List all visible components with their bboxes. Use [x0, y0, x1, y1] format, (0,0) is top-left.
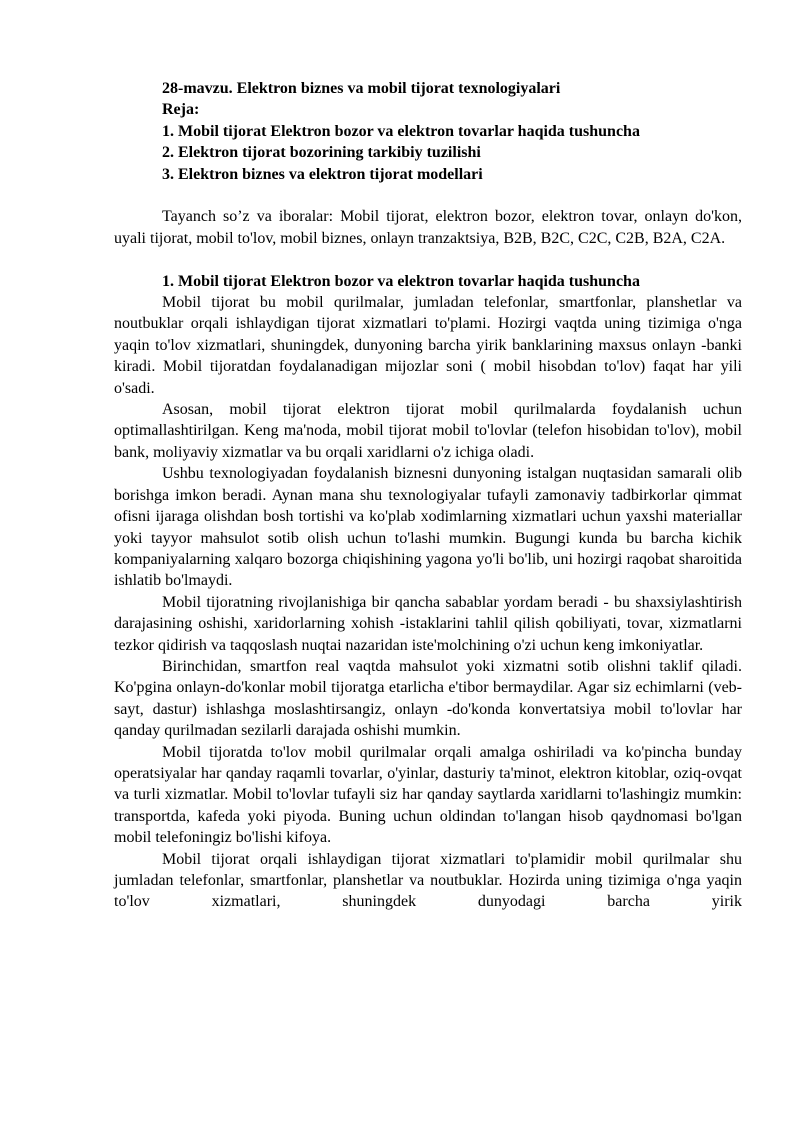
body-paragraph: Mobil tijoratda to'lov mobil qurilmalar orqali amalga oshiriladi va ko'pincha bunday operatsiyalar har qanday raqamli tovarlar, o'yinlar, dasturiy ta'minot, elektron kitoblar, oziq-ovqat va turli xizmatlar. Mobil to'lovlar tufayli siz har qanday saytlarda xaridlarni to'lashingiz mumkin: transportda, kafeda yoki piyoda. Buning uchun oldindan to'langan hisob qaydnomasi bo'lgan mobil telefoningiz bo'lishi kifoya.: [114, 743, 742, 847]
keywords-paragraph: Tayanch so’z va iboralar: Mobil tijorat, elektron bozor, elektron tovar, onlayn do'kon, uyali tijorat, mobil to'lov, mobil biznes, onlayn tranzaktsiya, B2B, B2C, C2C, C2B, B2A, C2A.: [114, 208, 742, 247]
body-paragraph: Mobil tijorat bu mobil qurilmalar, jumladan telefonlar, smartfonlar, planshetlar va noutbuklar orqali ishlaydigan tijorat xizmatlari to'plami. Hozirgi vaqtda uning tizimiga o'nga yaqin to'lov xizmatlari, shuningdek, dunyoning barcha yirik banklarining maxsus onlayn -banki kiradi. Mobil tijoratdan foydalanadigan mijozlar soni ( mobil hisobdan to'lov) faqat har yili o'sadi.: [114, 294, 742, 397]
plan-item: 3. Elektron biznes va elektron tijorat modellari: [162, 165, 483, 183]
plan-label: Reja:: [162, 101, 200, 119]
body-paragraph: Birinchidan, smartfon real vaqtda mahsulot yoki xizmatni sotib olishni taklif qiladi. Ko'pgina onlayn-do'konlar mobil tijoratga etarlicha e'tibor bermaydilar. Agar siz echimlarni (veb-sayt, dastur) ishlashga moslashtirsangiz, onlayn -do'konda konvertatsiya mobil to'lovlar har qanday qurilmadan sezilarli darajada oshishi mumkin.: [114, 657, 742, 740]
body-paragraph: Ushbu texnologiyadan foydalanish biznesni dunyoning istalgan nuqtasidan samarali olib borishga imkon beradi. Aynan mana shu texnologiyalar tufayli zamonaviy tadbirkorlar qimmat ofisni ijaraga olishdan bosh tortishi va ko'plab xodimlarning xizmatlari uchun yaxshi materiallar yoki tayyor mahsulot sotib olish uchun to'lashi mumkin. Bugungi kunda bu barcha kichik kompaniyalarning xalqaro bozorga chiqishining yagona yo'li bo'lib, uni hozirgi raqobat sharoitida ishlatib bo'lmaydi.: [114, 465, 742, 590]
lecture-title: 28-mavzu. Elektron biznes va mobil tijorat texnologiyalari: [162, 80, 561, 97]
document-page: [114, 78, 742, 913]
body-paragraph: Mobil tijorat orqali ishlaydigan tijorat xizmatlari to'plamidir mobil qurilmalar shu jumladan telefonlar, smartfonlar, planshetlar va noutbuklar. Hozirda uning tizimiga o'nga yaqin to'lov xizmatlari, shuningdek dunyodagi barcha yirik: [114, 850, 742, 911]
plan-item: 2. Elektron tijorat bozorining tarkibiy tuzilishi: [162, 144, 481, 162]
section-title: 1. Mobil tijorat Elektron bozor va elektron tovarlar haqida tushuncha: [162, 272, 640, 290]
plan-item: 1. Mobil tijorat Elektron bozor va elektron tovarlar haqida tushuncha: [162, 122, 640, 140]
lecture-header: [114, 78, 742, 185]
body-paragraph: Mobil tijoratning rivojlanishiga bir qancha sabablar yordam beradi - bu shaxsiylashtirish darajasining oshishi, xaridorlarning xohish -istaklarini tahlil qilish qobiliyati, tovar, xizmatlarni tezkor qidirish va taqqoslash nuqtai nazaridan iste'molchining o'zi uchun keng imkoniyatlar.: [114, 593, 742, 654]
body-paragraph: Asosan, mobil tijorat elektron tijorat mobil qurilmalarda foydalanish uchun optimallashtirilgan. Keng ma'noda, mobil tijorat mobil to'lovlar (telefon hisobidan to'lov), mobil bank, moliyaviy xizmatlar va bu orqali xaridlarni o'z ichiga oladi.: [114, 401, 742, 461]
